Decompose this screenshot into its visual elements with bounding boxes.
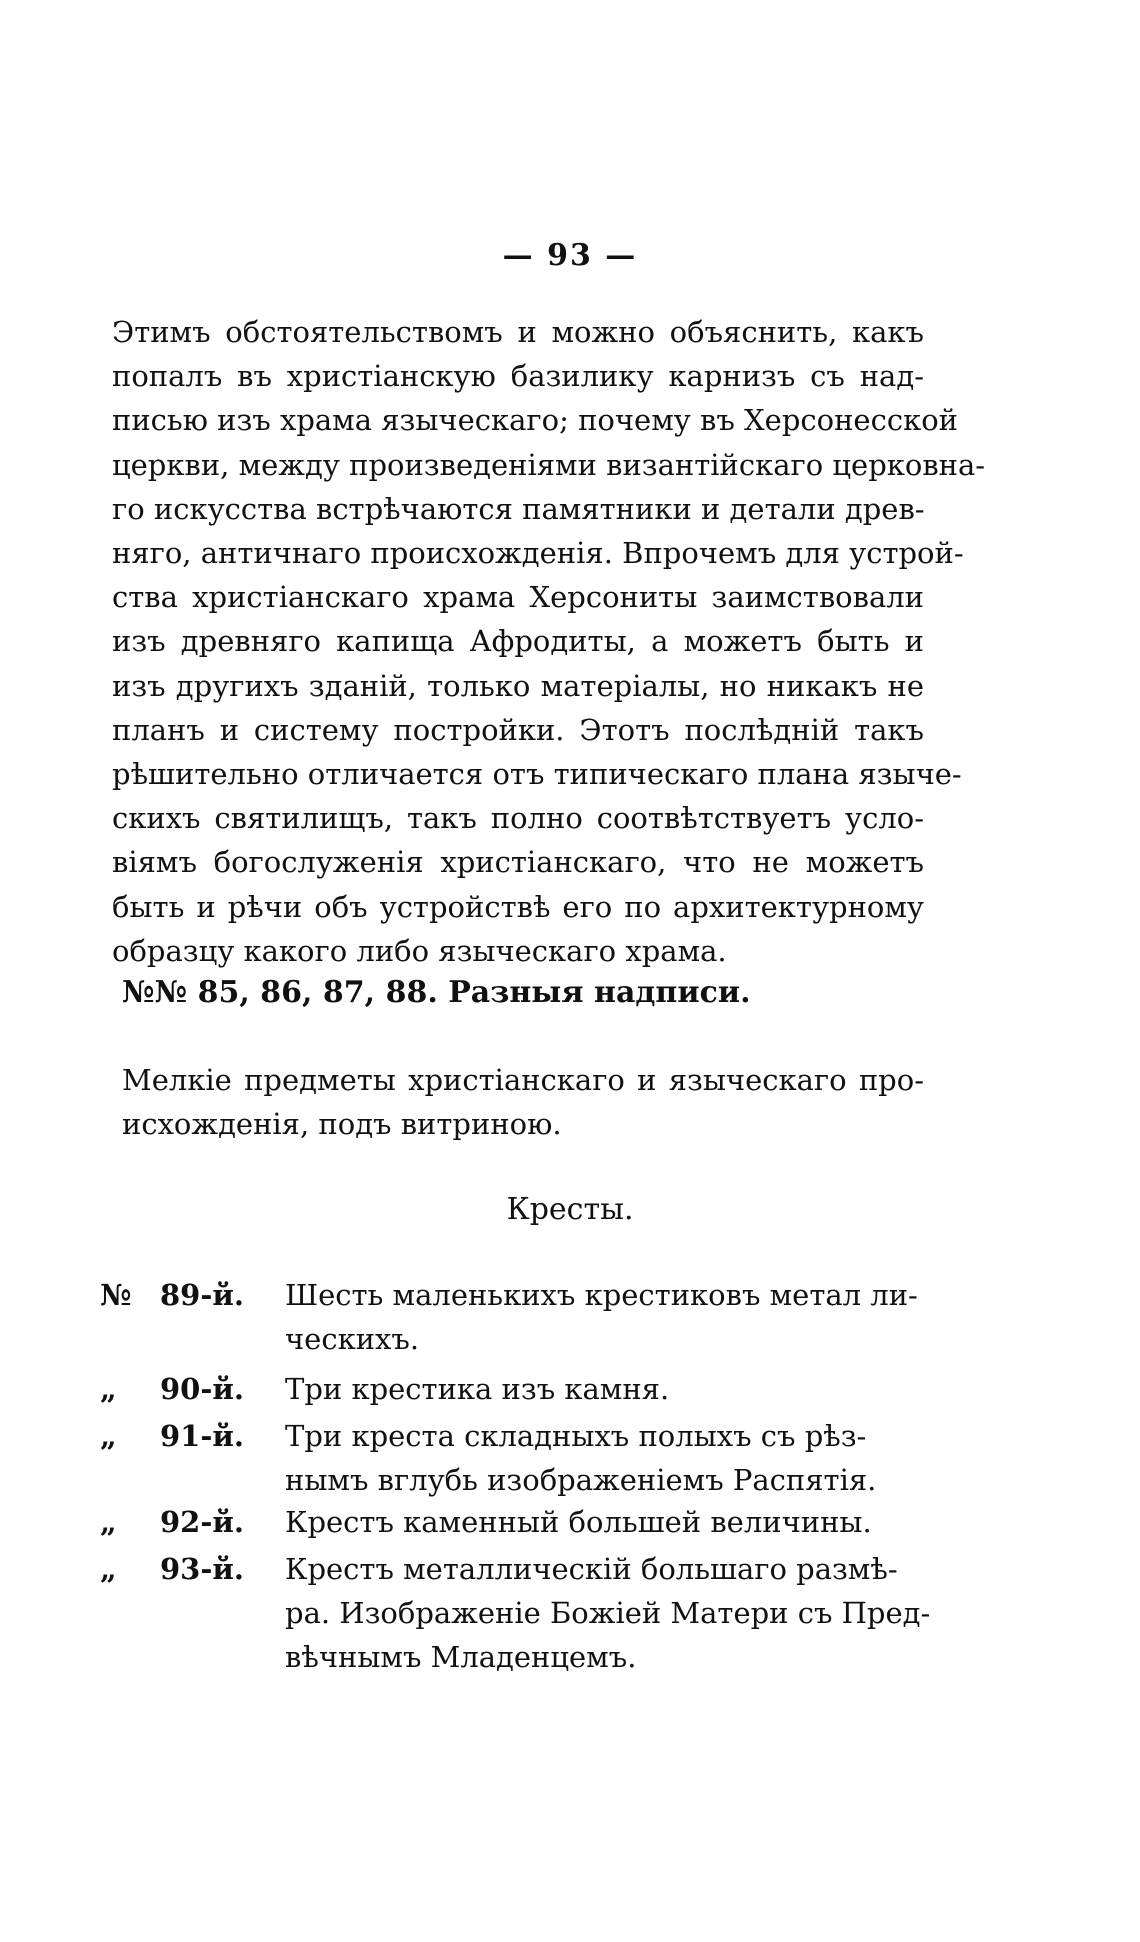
item-number [100,1367,275,1411]
item-number-value: 89-й. [160,1278,244,1312]
catalog-item [100,1500,930,1544]
paragraph-line: изъ другихъ зданій, только матеріалы, но никакъ не [112,668,924,703]
section-title: Кресты. [506,1192,634,1227]
paragraph-line: віямъ богослуженія христіанскаго, что не можетъ [112,845,924,880]
item-line: Шесть маленькихъ крестиковъ метал ли- [285,1278,918,1312]
item-number [100,1414,275,1458]
page-number: — 93 — [502,238,638,273]
paragraph-line: писью изъ храма языческаго; почему въ Херсонесской [112,403,958,438]
item-description [285,1500,930,1544]
paragraph-line: го искусства встрѣчаются памятники и детали древ- [112,491,925,526]
item-mark: „ [100,1552,117,1586]
item-line: ра. Изображеніе Божіей Матери съ Пред- [285,1596,931,1630]
paragraph-line: изъ древняго капища Афродиты, а можетъ быть и [112,624,924,659]
item-number [100,1273,275,1317]
item-number [100,1547,275,1591]
catalog-item [100,1547,930,1679]
catalog-item [100,1414,930,1502]
paragraph-line: исхожденія, подъ витриною. [122,1107,562,1142]
item-line: Три креста складныхъ полыхъ съ рѣз- [285,1419,867,1453]
item-description [285,1547,930,1679]
paragraph-line: церкви, между произведеніями византійскаго церковна- [112,447,986,482]
small-items-paragraph [122,1058,924,1146]
paragraph-line: быть и рѣчи объ устройствѣ его по архитектурному [112,889,924,924]
item-description [285,1273,930,1361]
item-number-value: 92-й. [160,1505,244,1539]
item-line: ческихъ. [285,1322,420,1356]
item-number-value: 91-й. [160,1419,244,1453]
item-description [285,1414,930,1502]
inscriptions-heading: №№ 85, 86, 87, 88. Разныя надписи. [122,975,751,1010]
item-mark: № [100,1278,132,1312]
paragraph-line: скихъ святилищъ, такъ полно соотвѣтствуетъ усло- [112,801,924,836]
item-number [100,1500,275,1544]
catalog-item [100,1273,930,1361]
item-line: Крестъ каменный большей величины. [285,1505,872,1539]
item-description [285,1367,930,1411]
paragraph-line: Этимъ обстоятельствомъ и можно объяснить, какъ [112,315,924,349]
item-line: вѣчнымъ Младенцемъ. [285,1640,637,1674]
item-mark: „ [100,1372,117,1406]
item-mark: „ [100,1419,117,1453]
item-line: нымъ вглубь изображеніемъ Распятія. [285,1463,877,1497]
item-line: Три крестика изъ камня. [285,1372,670,1406]
paragraph-line: рѣшительно отличается отъ типическаго плана языче- [112,757,962,792]
item-number-value: 93-й. [160,1552,244,1586]
paragraph-line: няго, античнаго происхожденія. Впрочемъ для устрой- [112,536,964,571]
catalog-item [100,1367,930,1411]
item-mark: „ [100,1505,117,1539]
item-number-value: 90-й. [160,1372,244,1406]
main-paragraph [112,310,986,973]
paragraph-line: попалъ въ христіанскую базилику карнизъ съ над- [112,359,924,394]
item-line: Крестъ металлическій большаго размѣ- [285,1552,898,1586]
paragraph-line: планъ и систему постройки. Этотъ послѣдній такъ [112,712,924,747]
paragraph-line: образцу какого либо языческаго храма. [112,933,727,968]
paragraph-line: Мелкіе предметы христіанскаго и языческаго про- [122,1063,924,1097]
paragraph-line: ства христіанскаго храма Херсониты заимствовали [112,580,924,615]
